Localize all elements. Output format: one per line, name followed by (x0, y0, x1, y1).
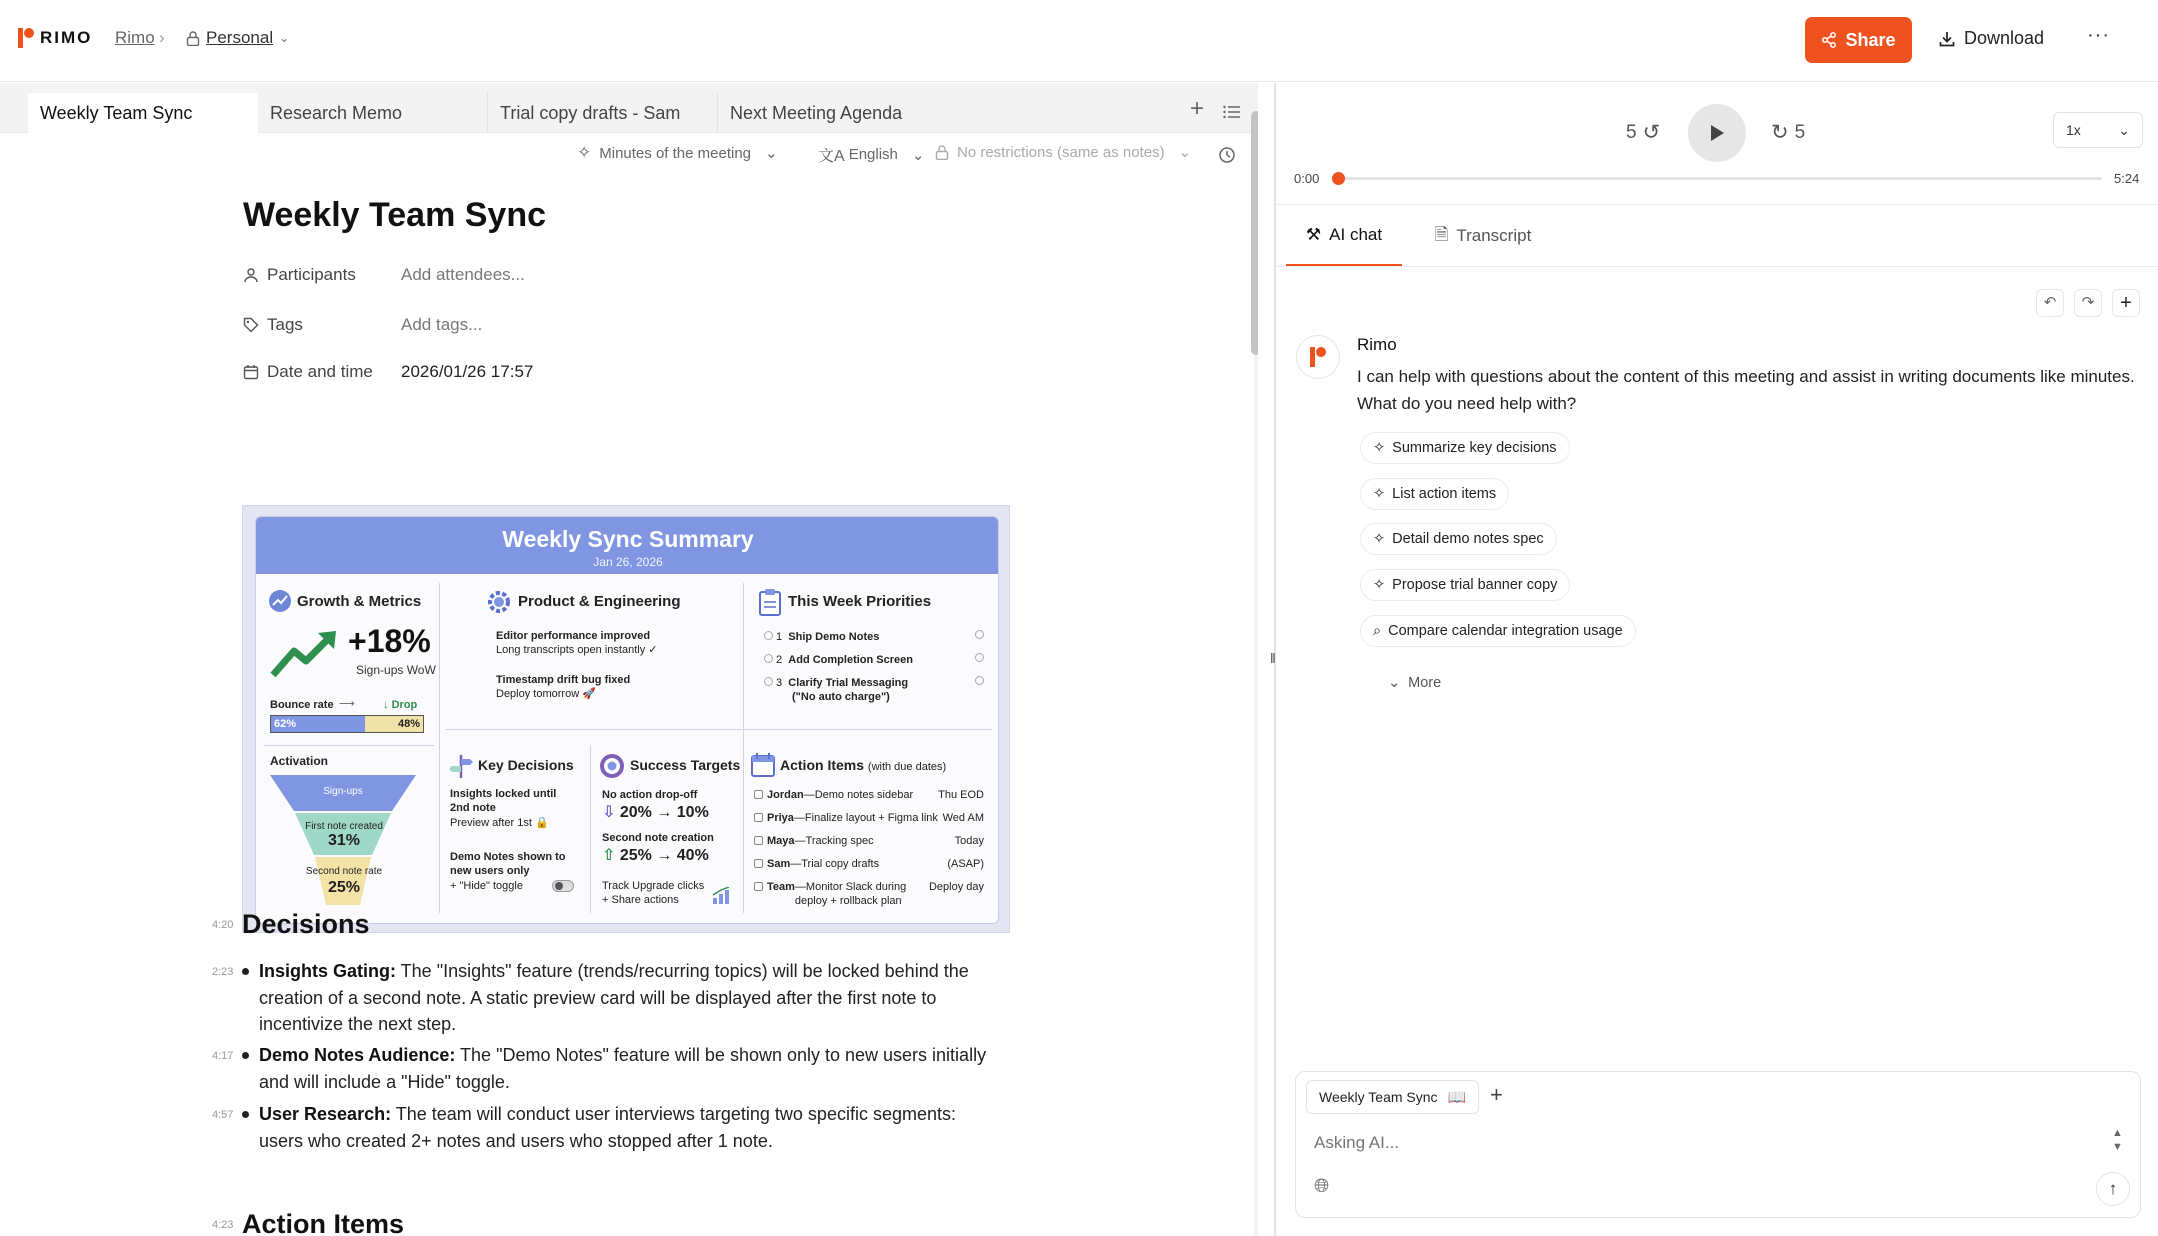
date-label: Date and time (243, 362, 373, 382)
editor-pane (0, 83, 1258, 1236)
sparkle-icon: ✧ (1373, 486, 1386, 502)
tags-input[interactable]: Add tags... (401, 315, 483, 334)
checkbox-icon (754, 859, 763, 868)
summary-header (256, 517, 999, 574)
document-title[interactable]: Weekly Team Sync (243, 196, 547, 234)
history-icon[interactable] (1218, 146, 1236, 164)
checkbox-icon (754, 790, 763, 799)
document-icon: 🗎 (1434, 224, 1449, 244)
priority-1: 1 Ship Demo Notes (764, 630, 984, 644)
current-time: 0:00 (1294, 171, 1320, 186)
product-item-1-sub: Long transcripts open instantly ✓ (496, 644, 658, 656)
tab-weekly-team-sync[interactable]: Weekly Team Sync (28, 93, 258, 133)
translate-icon: 文A (818, 148, 845, 165)
section-timestamp[interactable]: 4:23 (212, 1219, 234, 1231)
divider (1276, 266, 2158, 267)
decisions-heading[interactable]: Decisions (242, 909, 370, 939)
decision-2-sub: + "Hide" toggle (450, 880, 523, 892)
language-label: English (848, 146, 898, 163)
add-tab-icon[interactable]: + (1190, 95, 1205, 122)
logo-text: RIMO (40, 28, 93, 47)
restriction-label: No restrictions (same as notes) (957, 143, 1165, 161)
item-timestamp[interactable]: 2:23 (212, 966, 234, 978)
calendar-icon (243, 364, 259, 380)
search-icon: ⌕ (1373, 623, 1382, 639)
decision-item[interactable]: Insights Gating: The "Insights" feature (trends/recurring topics) will be locked behind the creation of a second note. A static preview card will be displayed after the first note to incentivize the next step. (259, 961, 969, 1034)
growth-caption: Sign-ups WoW (356, 663, 436, 677)
magic-wand-icon: ⚒ (1305, 224, 1322, 244)
product-item-2: Timestamp drift bug fixed (496, 674, 631, 686)
funnel-second-note: Second note rate (305, 866, 383, 877)
download-label: Download (1964, 28, 2045, 48)
scrollbar-thumb[interactable] (1251, 111, 1258, 355)
drop-label: ↓ Drop (383, 699, 418, 711)
calendar-icon (750, 752, 776, 778)
play-icon (1709, 124, 1725, 142)
download-icon (1938, 30, 1956, 48)
bot-avatar (1296, 335, 1340, 379)
chart-icon (268, 589, 292, 613)
funnel-signups: Sign-ups (323, 786, 363, 797)
divider (264, 745, 434, 746)
action-items-heading[interactable]: Action Items (242, 1209, 405, 1236)
priority-3: 3 Clarify Trial Messaging (764, 676, 984, 690)
top-bar (0, 0, 2158, 82)
checkbox-icon (754, 836, 763, 845)
item-timestamp[interactable]: 4:57 (212, 1109, 234, 1121)
priority-3-sub: ("No auto charge") (792, 691, 890, 703)
logo[interactable] (18, 28, 92, 48)
actions-heading: Action Items (with due dates) (780, 757, 947, 773)
decision-item[interactable]: User Research: The team will conduct user interviews targeting two specific segments: users who created 2+ notes and users who stopped after 1 note. (259, 1104, 956, 1151)
action-item: Team—Monitor Slack during deploy + rollback plan Deploy day (754, 880, 992, 908)
language-select[interactable] (818, 143, 924, 166)
duration: 5:24 (2114, 171, 2140, 186)
breadcrumb-workspace[interactable]: Rimo (115, 28, 155, 47)
growth-arrow-icon (270, 627, 342, 679)
share-button[interactable] (1805, 17, 1912, 63)
chevron-right-icon: › (159, 28, 165, 47)
splitter-handle-icon[interactable]: ǁ (1270, 650, 1276, 666)
breadcrumb-folder-label: Personal (206, 28, 274, 47)
suggestion-summarize-key-decisions[interactable]: ✧ Summarize key decisions (1360, 432, 1570, 464)
chevron-down-icon: ⌄ (1178, 144, 1192, 161)
divider (1276, 204, 2158, 205)
editor-scrollbar[interactable] (1254, 83, 1258, 1236)
play-button[interactable] (1688, 104, 1746, 162)
target-2-value: ⇧ 25% → 40% (602, 847, 709, 864)
lock-icon (935, 145, 949, 160)
product-item-2-sub: Deploy tomorrow 🚀 (496, 688, 596, 700)
funnel-first-note-value: 31% (327, 832, 361, 849)
bot-message: I can help with questions about the content of this meeting and assist in writing documents like minutes. What do you need help with? (1357, 367, 2135, 413)
tab-transcript[interactable]: 🗎 Transcript (1418, 205, 1548, 267)
lock-icon (186, 31, 200, 46)
divider (743, 583, 744, 913)
divider (446, 729, 992, 730)
tab-ai-chat[interactable]: ⚒ AI chat (1286, 205, 1402, 267)
growth-value: +18% (348, 623, 431, 659)
gear-icon (486, 589, 512, 615)
target-icon (598, 752, 626, 780)
suggestion-list-action-items[interactable]: ✧ List action items (1360, 478, 1509, 510)
product-heading: Product & Engineering (518, 593, 681, 610)
bounce-bar-to: 48% (365, 716, 423, 732)
arrow-icon: ⟶ (339, 698, 355, 710)
rimo-logo-icon (1310, 347, 1326, 367)
bullet (242, 968, 249, 975)
bullet (242, 1052, 249, 1059)
summary-title: Weekly Sync Summary (502, 526, 754, 552)
note-tabs (0, 83, 1258, 133)
summary-image[interactable] (242, 505, 1010, 933)
bot-name: Rimo (1357, 335, 1397, 354)
download-button[interactable] (1938, 28, 2044, 49)
summary-date: Jan 26, 2026 (593, 555, 663, 569)
sparkle-icon: ✧ (577, 143, 592, 162)
checkbox-icon (754, 882, 763, 891)
bounce-bar (270, 715, 424, 733)
redo-icon[interactable]: ↷ (2074, 289, 2102, 317)
clipboard-icon (758, 588, 782, 616)
toggle-icon (552, 880, 574, 892)
summary-card (255, 516, 999, 924)
undo-icon[interactable]: ↶ (2036, 289, 2064, 317)
progress-track[interactable] (1338, 177, 2102, 180)
tags-label: Tags (243, 315, 303, 335)
action-item: Maya—Tracking spec Today (754, 834, 992, 848)
sparkle-icon: ✧ (1373, 531, 1386, 547)
rewind-icon: ↺ (1642, 121, 1661, 144)
decision-1-sub: Preview after 1st 🔒 (450, 817, 549, 829)
progress-knob[interactable] (1332, 172, 1345, 185)
tab-trial-copy-drafts[interactable]: Trial copy drafts - Sam (488, 93, 718, 133)
breadcrumb-folder[interactable] (186, 28, 289, 48)
item-timestamp[interactable]: 4:17 (212, 1050, 234, 1062)
suggestion-propose-trial-banner-copy[interactable]: ✧ Propose trial banner copy (1360, 569, 1570, 601)
sparkle-icon: ✧ (1373, 440, 1386, 456)
funnel-first-note: First note created (305, 821, 383, 832)
decision-1: Insights locked until 2nd note (450, 788, 557, 814)
tab-next-meeting-agenda[interactable]: Next Meeting Agenda (730, 103, 903, 123)
targets-heading: Success Targets (630, 757, 741, 773)
send-button[interactable] (2096, 1172, 2130, 1206)
bounce-bar-from: 62% (271, 716, 365, 732)
add-context-icon[interactable]: + (1490, 1082, 1503, 1107)
checkbox-icon (754, 813, 763, 822)
rimo-logo-icon (18, 28, 34, 48)
skip-forward-button[interactable]: ↻ 5 (1771, 121, 1806, 144)
forward-icon: ↻ (1771, 121, 1789, 144)
growth-heading: Growth & Metrics (297, 593, 422, 610)
bar-chart-icon (712, 887, 732, 905)
chevron-down-icon: ⌄ (765, 145, 778, 162)
date-value[interactable]: 2026/01/26 17:57 (401, 362, 534, 381)
restriction-select[interactable] (935, 143, 1191, 161)
chat-input-box (1295, 1071, 2141, 1218)
assistant-pane (1276, 83, 2158, 1236)
divider (590, 745, 591, 913)
arrow-up-icon: ↑ (2108, 1179, 2118, 1198)
bounce-label: Bounce rate (270, 699, 334, 711)
target-3-sub: + Share actions (602, 894, 679, 906)
action-item: Sam—Trial copy drafts (ASAP) (754, 857, 992, 871)
chevron-down-icon: ⌄ (1388, 675, 1401, 691)
share-icon (1821, 32, 1837, 48)
book-icon: 📖 (1447, 1089, 1467, 1106)
skip-back-button[interactable]: 5 ↺ (1626, 121, 1661, 144)
template-select[interactable] (577, 143, 778, 163)
more-suggestions-button[interactable]: ⌄ More (1388, 675, 1442, 691)
funnel-second-note-value: 25% (327, 879, 361, 896)
sparkle-icon: ✧ (1373, 577, 1386, 593)
target-1: No action drop-off (602, 789, 698, 801)
tag-icon (243, 317, 259, 333)
priority-2: 2 Add Completion Screen (764, 653, 984, 667)
more-options-icon[interactable]: ··· (2087, 24, 2110, 46)
scroll-arrows-icon[interactable]: ▲ ▼ (2112, 1127, 2123, 1153)
share-label: Share (1845, 29, 1896, 50)
product-item-1: Editor performance improved (496, 630, 651, 642)
chevron-down-icon: ⌄ (279, 31, 290, 45)
chevron-down-icon: ⌄ (911, 146, 925, 164)
suggestion-compare-calendar-usage[interactable]: ⌕ Compare calendar integration usage (1360, 615, 1636, 647)
bullet (242, 1111, 249, 1118)
priorities-heading: This Week Priorities (788, 593, 932, 610)
action-item: Jordan—Demo notes sidebar Thu EOD (754, 788, 992, 802)
decisions-heading: Key Decisions (478, 757, 574, 773)
action-item: Priya—Finalize layout + Figma link Wed AM (754, 811, 992, 825)
target-1-value: ⇩ 20% → 10% (602, 804, 709, 821)
suggestion-detail-demo-notes-spec[interactable]: ✧ Detail demo notes spec (1360, 523, 1557, 555)
globe-icon[interactable]: 🌐︎ (1314, 1176, 1330, 1197)
participants-label: Participants (243, 265, 356, 285)
decision-item[interactable]: Demo Notes Audience: The "Demo Notes" feature will be shown only to new users initially and will include a "Hide" toggle. (259, 1045, 987, 1092)
participants-input[interactable]: Add attendees... (401, 265, 525, 284)
chevron-down-icon: ⌄ (2118, 121, 2130, 138)
section-timestamp[interactable]: 4:20 (212, 919, 234, 931)
tab-list-icon[interactable] (1223, 105, 1241, 119)
speed-select[interactable]: 1x ⌄ (2053, 112, 2143, 148)
target-2: Second note creation (602, 832, 714, 844)
divider (439, 583, 440, 913)
decision-2: Demo Notes shown to new users only (450, 851, 566, 877)
tab-research-memo[interactable]: Research Memo (258, 93, 488, 133)
activation-heading: Activation (270, 754, 329, 768)
target-3: Track Upgrade clicks (602, 880, 705, 892)
person-icon (243, 267, 259, 283)
template-label: Minutes of the meeting (599, 144, 752, 162)
signpost-icon (448, 753, 474, 779)
lock-icon: 🔒 (534, 817, 549, 829)
new-chat-icon[interactable]: + (2112, 289, 2140, 317)
context-chip[interactable]: Weekly Team Sync 📖 (1306, 1080, 1479, 1114)
chat-input[interactable] (1314, 1128, 2054, 1158)
